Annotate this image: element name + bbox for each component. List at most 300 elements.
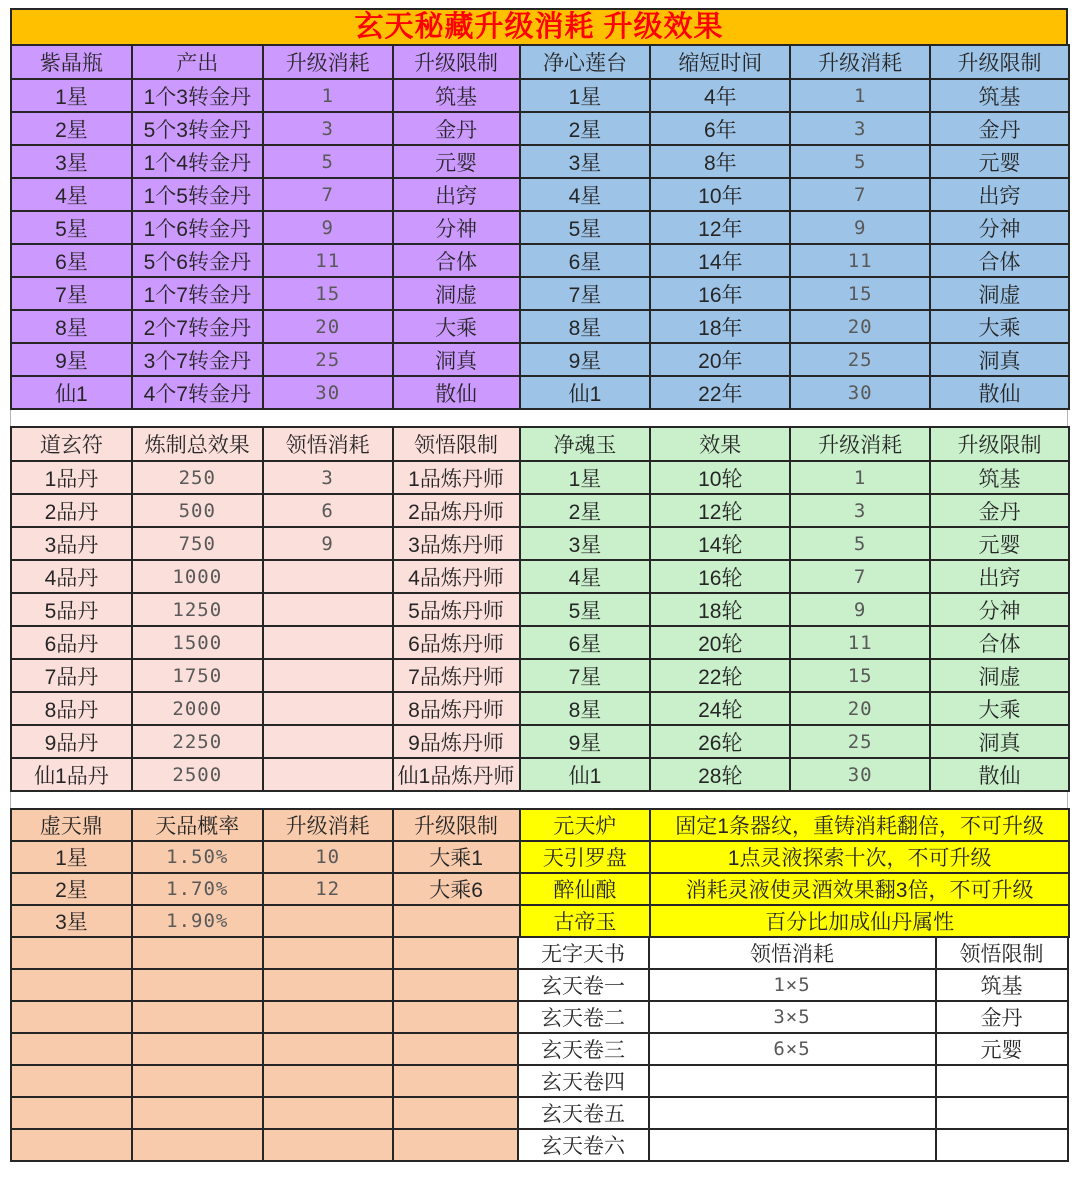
table-cell: 6 — [263, 494, 393, 527]
table-cell: 5 — [790, 145, 930, 178]
table-cell: 1星 — [520, 461, 651, 494]
table-cell: 1.90% — [132, 905, 263, 937]
table-row — [11, 1065, 520, 1097]
table-cell — [393, 937, 520, 969]
table-cell: 22年 — [650, 376, 790, 409]
table-cell: 1×5 — [649, 969, 936, 1001]
table-cell: 3×5 — [649, 1001, 936, 1033]
table-cell: 玄天卷二 — [518, 1001, 649, 1033]
table-cell — [263, 692, 393, 725]
table-cell — [649, 1129, 936, 1161]
table-row — [520, 145, 1069, 178]
table-cell — [263, 593, 393, 626]
purple-crystal-bottle-table — [10, 44, 521, 410]
table-row — [520, 343, 1069, 376]
table-cell: 筑基 — [930, 461, 1069, 494]
table-cell: 5星 — [11, 211, 132, 244]
table-cell: 5 — [263, 145, 393, 178]
table-row — [11, 692, 520, 725]
table-cell: 6星 — [520, 626, 651, 659]
table-cell: 22轮 — [650, 659, 790, 692]
table-cell: 6×5 — [649, 1033, 936, 1065]
table-row — [520, 211, 1069, 244]
table-cell: 7品炼丹师 — [393, 659, 520, 692]
table-cell — [263, 1097, 393, 1129]
table-cell — [11, 937, 132, 969]
column-header: 天品概率 — [132, 809, 263, 841]
table-cell: 25 — [263, 343, 393, 376]
table-cell: 洞虚 — [930, 659, 1069, 692]
table-row — [520, 112, 1069, 145]
column-header: 升级限制 — [393, 809, 520, 841]
table-cell: 2星 — [11, 112, 132, 145]
table-cell — [393, 1065, 520, 1097]
table-row — [11, 873, 520, 905]
table-cell: 1个4转金丹 — [132, 145, 263, 178]
special-treasures-table — [519, 808, 1070, 938]
table-cell: 12年 — [650, 211, 790, 244]
bottom-right-stack — [519, 808, 1070, 1162]
table-row — [11, 659, 520, 692]
table-cell: 9 — [263, 527, 393, 560]
table-cell: 20轮 — [650, 626, 790, 659]
table-cell — [649, 1097, 936, 1129]
table-cell: 分神 — [930, 211, 1069, 244]
table-cell: 9星 — [520, 725, 651, 758]
table-cell: 6星 — [11, 244, 132, 277]
table-cell: 洞真 — [930, 343, 1069, 376]
table-row — [11, 1097, 520, 1129]
wordless-scripture-table — [517, 936, 1069, 1162]
table-cell: 元婴 — [930, 145, 1069, 178]
table-cell: 元婴 — [936, 1033, 1068, 1065]
column-header: 升级限制 — [930, 45, 1069, 79]
table-cell — [263, 560, 393, 593]
table-cell: 2星 — [520, 494, 651, 527]
table-cell: 6星 — [520, 244, 651, 277]
table-cell: 6年 — [650, 112, 790, 145]
header-row — [11, 45, 520, 79]
table-cell: 玄天卷六 — [518, 1129, 649, 1161]
table-row — [520, 873, 1069, 905]
header-row — [11, 427, 520, 461]
table-row — [520, 527, 1069, 560]
table-cell: 3品丹 — [11, 527, 132, 560]
table-cell: 3 — [790, 494, 930, 527]
table-cell: 醉仙酿 — [520, 873, 651, 905]
table-cell — [263, 758, 393, 791]
table-row — [11, 841, 520, 873]
table-cell: 10轮 — [650, 461, 790, 494]
column-header: 效果 — [650, 427, 790, 461]
table-row — [11, 376, 520, 409]
table-cell: 仙1 — [520, 376, 651, 409]
column-header: 炼制总效果 — [132, 427, 263, 461]
table-row — [520, 244, 1069, 277]
table-cell: 2星 — [520, 112, 651, 145]
table-cell: 15 — [790, 277, 930, 310]
table-cell: 4星 — [11, 178, 132, 211]
table-cell: 3个7转金丹 — [132, 343, 263, 376]
table-cell: 7星 — [520, 277, 651, 310]
table-cell: 大乘6 — [393, 873, 520, 905]
table-cell: 9品丹 — [11, 725, 132, 758]
column-header: 领悟限制 — [393, 427, 520, 461]
table-cell: 28轮 — [650, 758, 790, 791]
table-cell: 出窍 — [930, 178, 1069, 211]
table-cell — [11, 1001, 132, 1033]
table-cell: 20年 — [650, 343, 790, 376]
table-cell: 大乘 — [930, 310, 1069, 343]
table-cell: 3星 — [11, 905, 132, 937]
table-row — [11, 211, 520, 244]
table-cell: 3星 — [520, 145, 651, 178]
column-header: 升级消耗 — [790, 427, 930, 461]
table-row — [518, 1097, 1068, 1129]
table-cell: 10 — [263, 841, 393, 873]
table-cell — [132, 937, 263, 969]
table-row — [11, 758, 520, 791]
table-row — [11, 145, 520, 178]
table-cell: 散仙 — [930, 376, 1069, 409]
table-row — [518, 1065, 1068, 1097]
table-cell: 5 — [790, 527, 930, 560]
table-cell: 3星 — [520, 527, 651, 560]
table-cell — [936, 1065, 1068, 1097]
table-cell — [263, 1065, 393, 1097]
table-row — [520, 626, 1069, 659]
table-cell: 2500 — [132, 758, 263, 791]
table-cell — [393, 969, 520, 1001]
table-cell: 出窍 — [393, 178, 520, 211]
table-cell: 5品丹 — [11, 593, 132, 626]
table-cell: 2品炼丹师 — [393, 494, 520, 527]
table-row — [520, 692, 1069, 725]
table-cell — [263, 969, 393, 1001]
table-cell: 8年 — [650, 145, 790, 178]
table-cell: 25 — [790, 343, 930, 376]
table-cell: 20 — [790, 692, 930, 725]
table-cell: 7星 — [520, 659, 651, 692]
table-cell — [393, 1033, 520, 1065]
table-cell: 1 — [790, 79, 930, 112]
table-row — [11, 626, 520, 659]
table-cell: 金丹 — [393, 112, 520, 145]
table-row — [11, 79, 520, 112]
table-cell — [263, 905, 393, 937]
table-cell: 元婴 — [930, 527, 1069, 560]
table-row — [518, 1033, 1068, 1065]
table-cell: 8星 — [11, 310, 132, 343]
table-cell: 18轮 — [650, 593, 790, 626]
table-cell: 30 — [263, 376, 393, 409]
table-cell: 出窍 — [930, 560, 1069, 593]
table-row — [11, 937, 520, 969]
table-row — [11, 527, 520, 560]
table-cell: 8品炼丹师 — [393, 692, 520, 725]
table-cell: 7品丹 — [11, 659, 132, 692]
table-cell: 7星 — [11, 277, 132, 310]
table-cell: 16年 — [650, 277, 790, 310]
table-cell — [132, 1097, 263, 1129]
table-cell: 1 — [790, 461, 930, 494]
table-cell: 5星 — [520, 211, 651, 244]
table-cell: 14轮 — [650, 527, 790, 560]
table-cell: 6品丹 — [11, 626, 132, 659]
table-cell — [132, 1033, 263, 1065]
table-cell: 1个3转金丹 — [132, 79, 263, 112]
column-header: 升级消耗 — [263, 45, 393, 79]
table-cell — [936, 1129, 1068, 1161]
table-cell: 1星 — [520, 79, 651, 112]
table-row — [11, 1033, 520, 1065]
table-cell: 2000 — [132, 692, 263, 725]
table-cell: 大乘1 — [393, 841, 520, 873]
table-cell: 4品丹 — [11, 560, 132, 593]
table-cell: 元天炉 — [520, 809, 651, 841]
column-header: 升级限制 — [930, 427, 1069, 461]
table-row — [520, 809, 1069, 841]
table-cell: 筑基 — [930, 79, 1069, 112]
table-cell: 3 — [263, 112, 393, 145]
table-cell: 1星 — [11, 841, 132, 873]
table-cell: 1品炼丹师 — [393, 461, 520, 494]
table-cell: 合体 — [930, 626, 1069, 659]
header-row — [520, 45, 1069, 79]
column-header: 升级限制 — [393, 45, 520, 79]
table-cell: 仙1品炼丹师 — [393, 758, 520, 791]
table-cell: 分神 — [393, 211, 520, 244]
table-cell — [393, 1097, 520, 1129]
table-cell: 1星 — [11, 79, 132, 112]
table-row — [520, 178, 1069, 211]
table-row — [520, 659, 1069, 692]
table-cell: 14年 — [650, 244, 790, 277]
table-cell: 金丹 — [930, 112, 1069, 145]
table-cell: 大乘 — [930, 692, 1069, 725]
table-row — [520, 79, 1069, 112]
table-row — [11, 725, 520, 758]
table-cell: 分神 — [930, 593, 1069, 626]
header-row — [518, 937, 1068, 969]
table-cell — [393, 1001, 520, 1033]
column-header: 领悟消耗 — [263, 427, 393, 461]
section-middle — [10, 426, 1070, 792]
table-cell: 5个3转金丹 — [132, 112, 263, 145]
table-row — [520, 461, 1069, 494]
table-cell — [11, 1033, 132, 1065]
table-cell — [11, 969, 132, 1001]
table-row — [520, 277, 1069, 310]
table-cell: 洞真 — [930, 725, 1069, 758]
table-cell: 金丹 — [930, 494, 1069, 527]
table-cell: 11 — [790, 244, 930, 277]
column-header: 产出 — [132, 45, 263, 79]
column-header: 缩短时间 — [650, 45, 790, 79]
column-header: 升级消耗 — [790, 45, 930, 79]
table-cell: 4个7转金丹 — [132, 376, 263, 409]
table-row — [520, 310, 1069, 343]
column-header: 净魂玉 — [520, 427, 651, 461]
table-cell: 9 — [790, 211, 930, 244]
table-cell: 5星 — [520, 593, 651, 626]
table-cell: 12 — [263, 873, 393, 905]
pure-heart-lotus-table — [519, 44, 1070, 410]
table-cell: 7 — [790, 560, 930, 593]
soul-cleansing-jade-table — [519, 426, 1070, 792]
table-cell: 16轮 — [650, 560, 790, 593]
table-cell: 7 — [790, 178, 930, 211]
table-cell: 20 — [263, 310, 393, 343]
table-row — [11, 969, 520, 1001]
table-cell: 10年 — [650, 178, 790, 211]
table-row — [11, 494, 520, 527]
column-header: 道玄符 — [11, 427, 132, 461]
table-cell: 3 — [263, 461, 393, 494]
table-cell: 8星 — [520, 692, 651, 725]
table-cell: 1品丹 — [11, 461, 132, 494]
table-cell: 散仙 — [930, 758, 1069, 791]
table-row — [11, 277, 520, 310]
column-header: 无字天书 — [518, 937, 649, 969]
table-cell: 4品炼丹师 — [393, 560, 520, 593]
table-row — [520, 494, 1069, 527]
table-cell — [263, 1033, 393, 1065]
table-cell: 消耗灵液使灵酒效果翻3倍，不可升级 — [650, 873, 1069, 905]
sheet-title: 玄天秘藏升级消耗 升级效果 — [10, 8, 1068, 46]
column-header: 领悟消耗 — [649, 937, 936, 969]
table-cell — [11, 1129, 132, 1161]
table-cell — [132, 969, 263, 1001]
table-cell: 筑基 — [936, 969, 1068, 1001]
table-row — [520, 376, 1069, 409]
table-cell: 玄天卷一 — [518, 969, 649, 1001]
table-cell — [132, 1129, 263, 1161]
section-top — [10, 44, 1070, 410]
table-cell: 6品炼丹师 — [393, 626, 520, 659]
table-cell: 合体 — [930, 244, 1069, 277]
table-cell: 1个7转金丹 — [132, 277, 263, 310]
table-cell: 1250 — [132, 593, 263, 626]
table-cell — [936, 1097, 1068, 1129]
table-row — [11, 1001, 520, 1033]
column-header: 虚天鼎 — [11, 809, 132, 841]
table-row — [11, 560, 520, 593]
table-row — [518, 969, 1068, 1001]
table-cell: 2品丹 — [11, 494, 132, 527]
table-row — [11, 244, 520, 277]
table-cell: 1750 — [132, 659, 263, 692]
table-cell: 15 — [263, 277, 393, 310]
table-row — [520, 725, 1069, 758]
table-cell: 玄天卷三 — [518, 1033, 649, 1065]
table-row — [518, 1129, 1068, 1161]
table-row — [11, 461, 520, 494]
table-cell — [263, 725, 393, 758]
table-cell: 2250 — [132, 725, 263, 758]
table-cell: 7 — [263, 178, 393, 211]
table-cell — [393, 1129, 520, 1161]
table-cell: 15 — [790, 659, 930, 692]
table-cell: 3 — [790, 112, 930, 145]
table-row — [11, 343, 520, 376]
section-bottom — [10, 808, 1070, 1162]
table-cell — [132, 1065, 263, 1097]
table-cell: 11 — [263, 244, 393, 277]
table-cell: 11 — [790, 626, 930, 659]
table-cell — [263, 937, 393, 969]
column-header: 领悟限制 — [936, 937, 1068, 969]
table-cell: 4年 — [650, 79, 790, 112]
column-header: 净心莲台 — [520, 45, 651, 79]
table-cell: 玄天卷四 — [518, 1065, 649, 1097]
table-cell: 9品炼丹师 — [393, 725, 520, 758]
table-cell: 洞虚 — [930, 277, 1069, 310]
table-cell — [11, 1097, 132, 1129]
table-cell: 1 — [263, 79, 393, 112]
table-cell: 洞真 — [393, 343, 520, 376]
table-cell — [263, 1129, 393, 1161]
header-row — [11, 809, 520, 841]
table-cell: 8星 — [520, 310, 651, 343]
table-cell: 26轮 — [650, 725, 790, 758]
table-cell: 2星 — [11, 873, 132, 905]
table-cell: 1000 — [132, 560, 263, 593]
table-cell: 1.70% — [132, 873, 263, 905]
table-cell: 1个6转金丹 — [132, 211, 263, 244]
column-header: 紫晶瓶 — [11, 45, 132, 79]
table-row — [520, 905, 1069, 937]
table-cell: 1点灵液探索十次，不可升级 — [650, 841, 1069, 873]
table-cell: 4星 — [520, 178, 651, 211]
table-cell: 散仙 — [393, 376, 520, 409]
table-row — [520, 841, 1069, 873]
table-row — [11, 593, 520, 626]
table-cell — [263, 626, 393, 659]
table-cell: 3星 — [11, 145, 132, 178]
daoxuan-talisman-table — [10, 426, 521, 792]
table-cell: 洞虚 — [393, 277, 520, 310]
table-cell: 500 — [132, 494, 263, 527]
table-cell: 仙1 — [520, 758, 651, 791]
table-cell: 仙1 — [11, 376, 132, 409]
table-row — [518, 1001, 1068, 1033]
table-cell: 合体 — [393, 244, 520, 277]
table-cell: 金丹 — [936, 1001, 1068, 1033]
table-cell: 9 — [790, 593, 930, 626]
table-cell — [11, 1065, 132, 1097]
xutian-cauldron-table — [10, 808, 521, 1162]
table-cell: 12轮 — [650, 494, 790, 527]
table-cell: 1.50% — [132, 841, 263, 873]
table-row — [11, 1129, 520, 1161]
table-cell: 30 — [790, 758, 930, 791]
table-cell: 仙1品丹 — [11, 758, 132, 791]
table-cell: 4星 — [520, 560, 651, 593]
table-cell: 24轮 — [650, 692, 790, 725]
table-cell: 250 — [132, 461, 263, 494]
table-row — [11, 905, 520, 937]
table-cell: 固定1条器纹，重铸消耗翻倍，不可升级 — [650, 809, 1069, 841]
table-cell — [132, 1001, 263, 1033]
table-cell: 25 — [790, 725, 930, 758]
column-header: 升级消耗 — [263, 809, 393, 841]
table-cell — [393, 905, 520, 937]
header-row — [520, 427, 1069, 461]
table-cell: 元婴 — [393, 145, 520, 178]
table-cell: 百分比加成仙丹属性 — [650, 905, 1069, 937]
table-cell: 2个7转金丹 — [132, 310, 263, 343]
